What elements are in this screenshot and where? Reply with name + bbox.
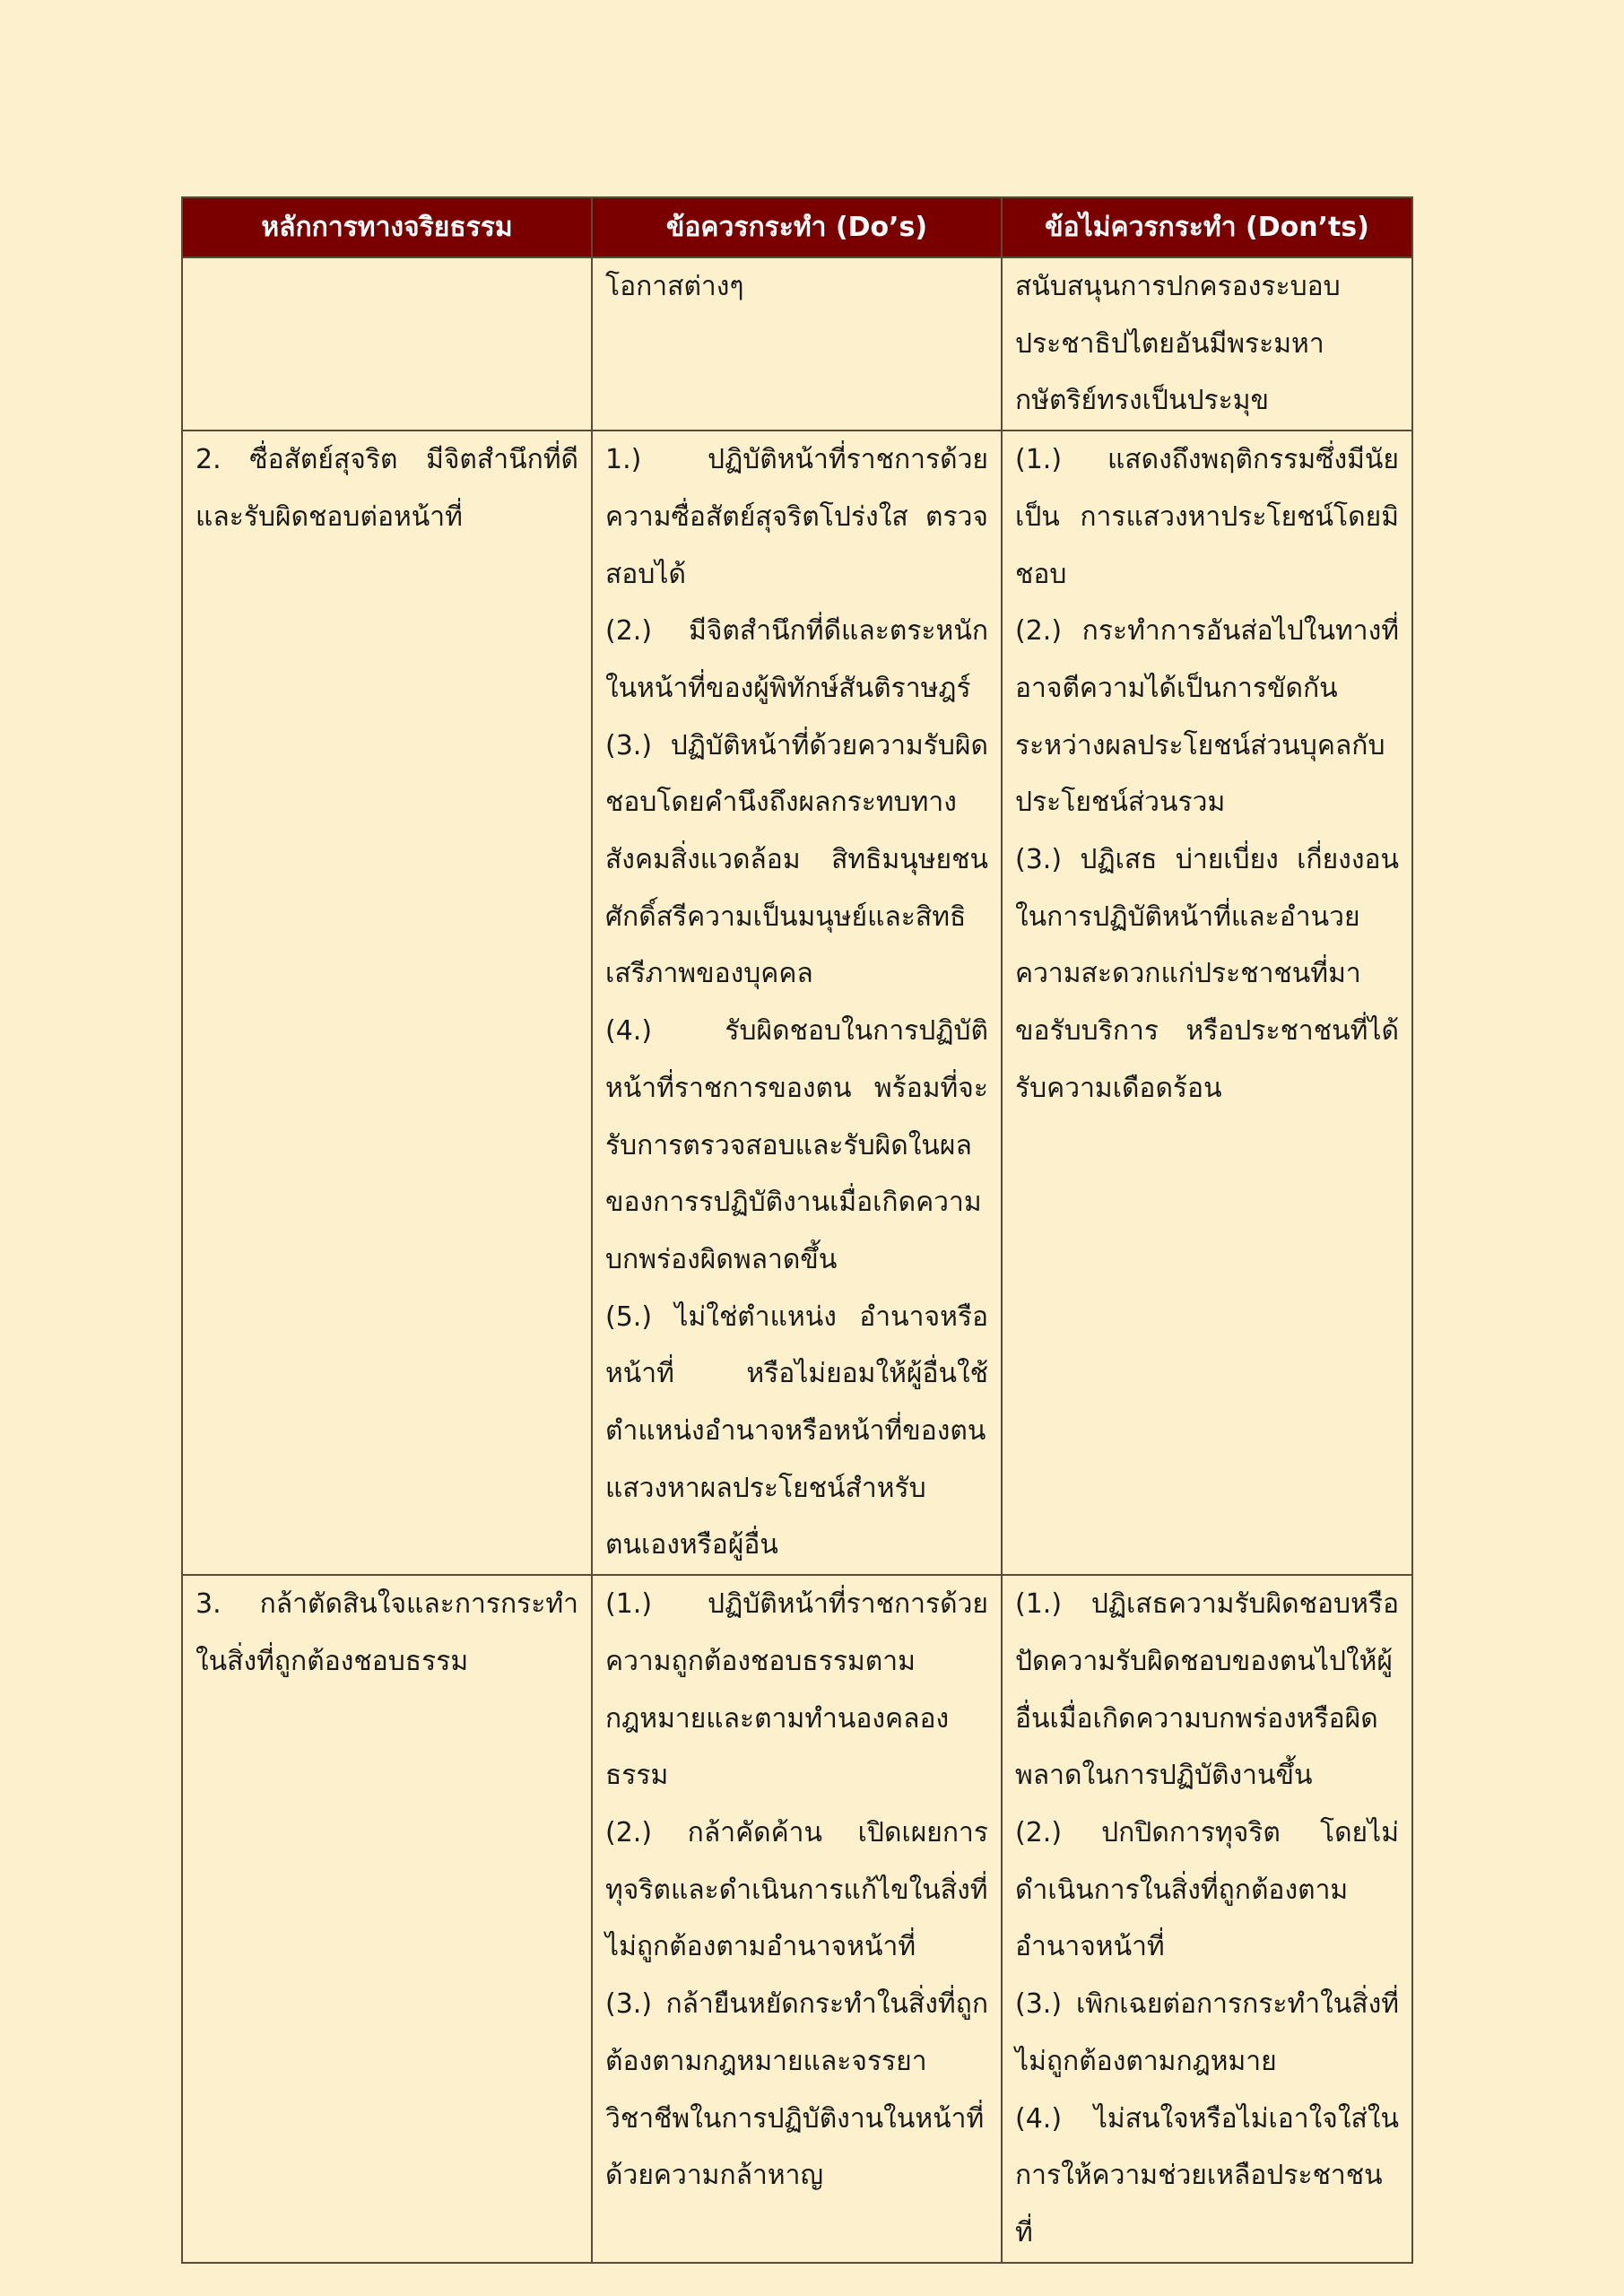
dos-cell (592, 1575, 1002, 2262)
donts-item: สนับสนุนการปกครองระบอบประชาธิปไตยอันมีพระมหากษัตริย์ทรงเป็นประมุข (1015, 271, 1341, 417)
dos-item: โอกาสต่างๆ (605, 271, 744, 302)
dos-item: 1.) ปฏิบัติหน้าที่ราชการด้วยความซื่อสัตย์สุจริตโปร่งใส ตรวจสอบได้ (605, 444, 988, 590)
dos-item: (3.) ปฏิบัติหน้าที่ด้วยความรับผิดชอบโดยคำนึงถึงผลกระทบทางสังคมสิ่งแวดล้อม สิทธิมนุษยชน ศักดิ์สรีความเป็นมนุษย์และสิทธิเสรีภาพของบุคคล (605, 729, 988, 990)
dos-item: (4.) รับผิดชอบในการปฏิบัติหน้าที่ราชการของตน พร้อมที่จะรับการตรวจสอบและรับผิดในผลของการรปฏิบัติงานเมื่อเกิดความบกพร่องผิดพลาดขึ้น (605, 1015, 988, 1275)
dos-item: (2.) กล้าคัดค้าน เปิดเผยการทุจริตและดำเนินการแก้ไขในสิ่งที่ไม่ถูกต้องตามอำนาจหน้าที่ (605, 1816, 988, 1963)
donts-cell (1002, 257, 1412, 430)
donts-item: (4.) ไม่สนใจหรือไม่เอาใจใส่ในการให้ความช่วยเหลือประชาชนที่ (1015, 2102, 1399, 2248)
table-row (182, 430, 1412, 1575)
table-row (182, 257, 1412, 430)
donts-item: (1.) ปฏิเสธความรับผิดชอบหรือปัดความรับผิดชอบของตนไปให้ผู้อื่นเมื่อเกิดความบกพร่องหรือผิดพลาดในการปฏิบัติงานขึ้น (1015, 1588, 1399, 1792)
donts-cell (1002, 430, 1412, 1575)
donts-cell (1002, 1575, 1412, 2262)
dos-cell (592, 430, 1002, 1575)
donts-item: (3.) ปฏิเสธ บ่ายเบี่ยง เกี่ยงงอนในการปฏิบัติหน้าที่และอำนวยความสะดวกแก่ประชาชนที่มาขอรับบริการ หรือประชาชนที่ได้รับความเดือดร้อน (1015, 844, 1399, 1104)
header-dos: ข้อควรกระทำ (Do’s) (592, 197, 1002, 257)
principle-cell (182, 257, 592, 430)
header-donts: ข้อไม่ควรกระทำ (Don’ts) (1002, 197, 1412, 257)
dos-item: (2.) มีจิตสำนึกที่ดีและตระหนักในหน้าที่ของผู้พิทักษ์สันติราษฎร์ (605, 615, 988, 704)
table-header-row (182, 197, 1412, 257)
dos-cell (592, 257, 1002, 430)
dos-item: (3.) กล้ายืนหยัดกระทำในสิ่งที่ถูกต้องตามกฎหมายและจรรยาวิชาชีพในการปฏิบัติงานในหน้าที่ด้วยความกล้าหาญ (605, 1988, 988, 2192)
table-row (182, 1575, 1412, 2262)
donts-item: (2.) ปกปิดการทุจริต โดยไม่ดำเนินการในสิ่งที่ถูกต้องตามอำนาจหน้าที่ (1015, 1816, 1399, 1963)
principle-cell: 3. กล้าตัดสินใจและการกระทำในสิ่งที่ถูกต้องชอบธรรม (182, 1575, 592, 2262)
ethics-table (181, 196, 1413, 2264)
dos-item: (5.) ไม่ใช่ตำแหน่ง อำนาจหรือหน้าที่ หรือไม่ยอมให้ผู้อื่นใช้ตำแหน่งอำนาจหรือหน้าที่ของตนแสวงหาผลประโยชน์สำหรับตนเองหรือผู้อื่น (605, 1300, 988, 1561)
donts-item: (1.) แสดงถึงพฤติกรรมซึ่งมีนัยเป็น การแสวงหาประโยชน์โดยมิชอบ (1015, 444, 1399, 590)
principle-cell: 2. ซื่อสัตย์สุจริต มีจิตสำนึกที่ดีและรับผิดชอบต่อหน้าที่ (182, 430, 592, 1575)
dos-item: (1.) ปฏิบัติหน้าที่ราชการด้วยความถูกต้องชอบธรรมตามกฎหมายและตามทำนองคลองธรรม (605, 1588, 988, 1792)
donts-item: (3.) เพิกเฉยต่อการกระทำในสิ่งที่ไม่ถูกต้องตามกฎหมาย (1015, 1988, 1399, 2077)
header-principle: หลักการทางจริยธรรม (182, 197, 592, 257)
donts-item: (2.) กระทำการอันส่อไปในทางที่อาจตีความได้เป็นการขัดกันระหว่างผลประโยชน์ส่วนบุคลกับประโยชน์ส่วนรวม (1015, 615, 1399, 819)
